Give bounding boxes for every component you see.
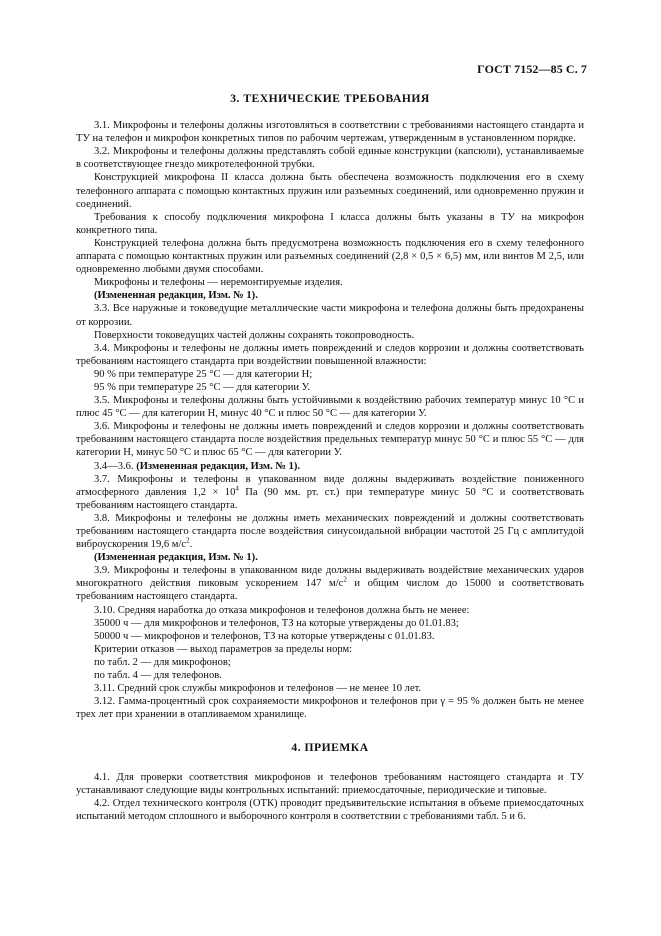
clause-3-10: 3.10. Средняя наработка до отказа микрофонов и телефонов должна быть не менее: (94, 604, 470, 616)
page-header: ГОСТ 7152—85 С. 7 (477, 62, 587, 76)
clause-3-7: 3.7. Микрофоны и телефоны в упакованном виде должны выдерживать воздействие пониженного атмосферного давления $1,2 \times 10^4$ Па (90 мм. рт. ст.) при температуре минус 50 °С и соответствовать требованиям настоящего стандарта. (76, 473, 585, 511)
failure-criteria: Критерии отказов — выход параметров за пределы норм: (94, 643, 353, 655)
clause-4-2: 4.2. Отдел технического контроля (ОТК) проводит предъявительские испытания в объеме приемосдаточных испытаний методом сплошного и выборочного контроля в соответствии с требованиями табл. 5 и 6. (76, 797, 584, 822)
clause-3-6: 3.6. Микрофоны и телефоны не должны иметь повреждений и следов коррозии и должны соответствовать требованиям настоящего стандарта после воздействия предельных температур минус 50 °С и плюс 55 °С — для категории Н, минус 50 °С и плюс 65 °С — для категории У. (76, 421, 584, 459)
failure-criteria-telephones: по табл. 4 — для телефонов. (94, 670, 222, 682)
clause-3-2-microphone-i: Требования к способу подключения микрофона I класса должны быть указаны в ТУ на микрофон конкретного типа. (76, 211, 584, 236)
clause-3-2-microphone-ii: Конструкцией микрофона II класса должна быть обеспечена возможность подключения его в схему телефонного аппарата с помощью контактных пружин или разъемных соединений, или одновременно пружин и соединений. (76, 172, 584, 210)
amendment-note: (Измененная редакция, Изм. № 1). (94, 552, 258, 564)
failure-criteria-microphones: по табл. 2 — для микрофонов; (94, 656, 231, 668)
humidity-category-u: 95 % при температуре 25 °С — для категории У. (94, 381, 311, 393)
mtbf-after-1983: 50000 ч — микрофонов и телефонов, ТЗ на которые утверждены с 01.01.83. (94, 630, 435, 642)
clause-3-9: 3.9. Микрофоны и телефоны в упакованном виде должны выдерживать воздействие механических ударов многократного действия пиковым ускорением 147 $м/с^2$ и общим числом до 15000 и соответствовать требованиям настоящего стандарта. (76, 565, 584, 603)
clause-3-3: 3.3. Все наружные и токоведущие металлические части микрофона и телефона должны быть предохранены от коррозии. (76, 303, 584, 328)
section-3-title: 3. ТЕХНИЧЕСКИЕ ТРЕБОВАНИЯ (230, 92, 430, 105)
clause-3-1: 3.1. Микрофоны и телефоны должны изготовляться в соответствии с требованиями настоящего стандарта и ТУ на телефон и микрофон конкретных типов по рабочим чертежам, утвержденным в установленном порядке. (76, 120, 584, 145)
clause-3-11: 3.11. Средний срок службы микрофонов и телефонов — не менее 10 лет. (94, 683, 422, 695)
section-4-title: 4. ПРИЕМКА (291, 741, 369, 755)
clause-3-3-surfaces: Поверхности токоведущих частей должны сохранять токопроводность. (94, 329, 415, 341)
clause-3-12: 3.12. Гамма-процентный срок сохраняемости микрофонов и телефонов при γ = 95 % должен быть не менее трех лет при хранении в отапливаемом хранилище. (76, 696, 584, 721)
clause-3-2-non-repairable: Микрофоны и телефоны — неремонтируемые изделия. (94, 277, 343, 289)
clause-3-5: 3.5. Микрофоны и телефоны должны быть устойчивыми к воздействию рабочих температур минус 10 °С и плюс 45 °С — для категории Н, минус 40 °С и плюс 50 °С — для категории У. (76, 395, 584, 420)
mtbf-before-1983: 35000 ч — для микрофонов и телефонов, ТЗ на которые утверждены до 01.01.83; (94, 617, 459, 629)
amendment-note: (Измененная редакция, Изм. № 1). (94, 290, 258, 302)
clause-3-4: 3.4. Микрофоны и телефоны не должны иметь повреждений и следов коррозии и должны соответствовать требованиям настоящего стандарта при воздействии повышенной влажности: (76, 342, 584, 367)
amendment-note-3-4-3-6: 3.4—3.6. (Измененная редакция, Изм. № 1). (94, 460, 301, 472)
document-body (76, 92, 584, 823)
clause-3-2-telephone: Конструкцией телефона должна быть предусмотрена возможность подключения его в схему телефонного аппарата с помощью контактных пружин или разъемных соединений (2,8 × 0,5 × 6,5) мм, или винтов М 2,5, или одновременно любыми двумя способами. (76, 237, 584, 276)
humidity-category-n: 90 % при температуре 25 °С — для категории Н; (94, 368, 313, 380)
clause-3-2: 3.2. Микрофоны и телефоны должны представлять собой единые конструкции (капсюли), устанавливаемые в соответствующее гнездо микротелефонной трубки. (76, 146, 584, 171)
clause-3-8: 3.8. Микрофоны и телефоны не должны иметь механических повреждений и должны соответствовать требованиям настоящего стандарта после воздействия синусоидальной вибрации частотой 25 Гц с амплитудой виброускорения 19,6 $м/с^2$. (76, 512, 584, 551)
clause-4-1: 4.1. Для проверки соответствия микрофонов и телефонов требованиям настоящего стандарта и ТУ устанавливают следующие виды контрольных испытаний: приемосдаточные, периодические и типовые. (76, 771, 584, 796)
